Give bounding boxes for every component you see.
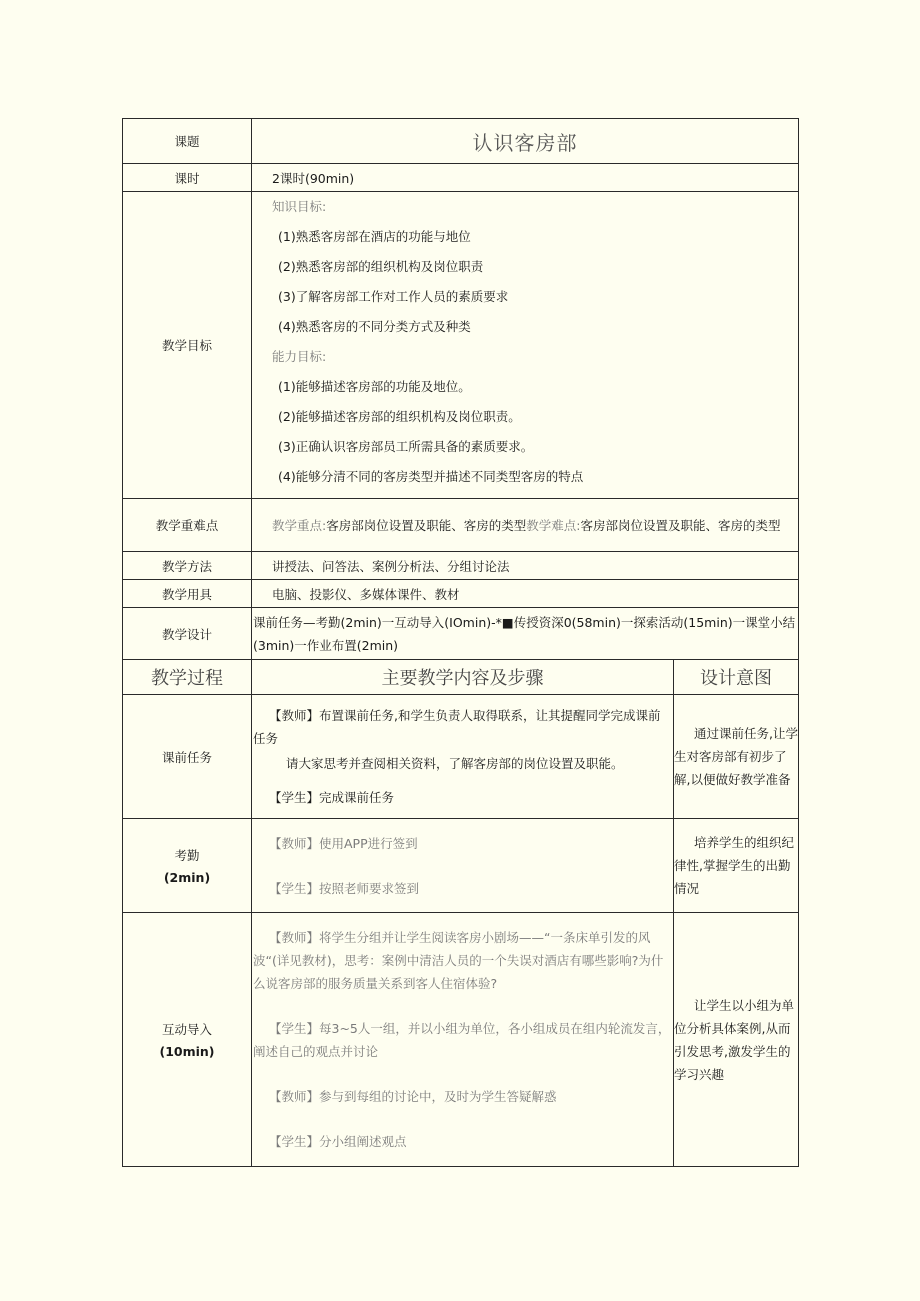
- topic-label: 课题: [123, 119, 252, 164]
- ability-goal-item: (1)能够描述客房部的功能及地位。: [278, 379, 471, 394]
- stage-line: 【教师】参与到每组的讨论中，及时为学生答疑解惑: [269, 1089, 557, 1104]
- difficulty-text: 客房部岗位设置及职能、客房的类型: [580, 517, 781, 533]
- stage-name: 考勤: [174, 848, 200, 863]
- stage-intent: [674, 819, 799, 913]
- stage-intent: [674, 695, 799, 819]
- stage-time: (2min): [163, 870, 211, 885]
- knowledge-goal-item: (2)熟悉客房部的组织机构及岗位职责: [278, 259, 484, 274]
- tools-label: 教学用具: [123, 580, 252, 608]
- focus-text: 客房部岗位设置及职能、客房的类型: [326, 517, 527, 533]
- ability-goal-item: (2)能够描述客房部的组织机构及岗位职责。: [278, 409, 521, 424]
- stage-intent-text: 培养学生的组织纪律性,掌握学生的出勤情况: [674, 835, 795, 896]
- stage-row-intro: [123, 913, 799, 1167]
- row-topic: [123, 119, 799, 164]
- row-tools: [123, 580, 799, 608]
- objectives-cell: [252, 192, 799, 499]
- stage-row-pre-class: [123, 695, 799, 819]
- knowledge-goal-item: (4)熟悉客房的不同分类方式及种类: [278, 319, 471, 334]
- focus-label: 教学重点:: [272, 517, 327, 533]
- stage-row-attendance: [123, 819, 799, 913]
- row-objectives: [123, 192, 799, 499]
- key-points-value: [252, 499, 799, 552]
- stage-line: 【学生】按照老师要求签到: [269, 880, 420, 896]
- topic-title: 认识客房部: [252, 119, 799, 164]
- knowledge-goal-item: (1)熟悉客房部在酒店的功能与地位: [278, 229, 471, 244]
- design-label: 教学设计: [123, 608, 252, 660]
- hours-value: 2课时(90min): [252, 164, 799, 192]
- stage-intent-text: 通过课前任务,让学生对客房部有初步了解,以便做好教学准备: [674, 726, 798, 787]
- intent-header: 设计意图: [674, 660, 799, 695]
- lesson-plan-table: [122, 118, 799, 1167]
- stage-time: (10min): [159, 1044, 215, 1059]
- stage-content: [252, 913, 674, 1167]
- stage-intent: [674, 913, 799, 1167]
- content-header: 主要教学内容及步骤: [252, 660, 674, 695]
- stage-intent-text: 让学生以小组为单位分析具体案例,从而引发思考,激发学生的学习兴趣: [674, 997, 795, 1082]
- difficulty-label: 教学难点:: [526, 517, 581, 533]
- row-hours: [123, 164, 799, 192]
- process-header: 教学过程: [123, 660, 252, 695]
- row-key-points: [123, 499, 799, 552]
- ability-goal-item: (3)正确认识客房部员工所需具备的素质要求。: [278, 439, 534, 454]
- stage-name: 互动导入: [161, 1022, 212, 1037]
- methods-label: 教学方法: [123, 552, 252, 580]
- stage-name: 课前任务: [123, 695, 252, 819]
- stage-content: [252, 695, 674, 819]
- stage-line: 请大家思考并查阅相关资料，了解客房部的岗位设置及职能。: [286, 756, 624, 771]
- ability-goals-heading: 能力目标:: [272, 349, 327, 364]
- stage-name-cell: [123, 913, 252, 1167]
- design-value: 课前任务—考勤(2min)一互动导入(IOmin)-*■传授资深0(58min)一探索活动(15min)一课堂小结(3min)一作业布置(2min): [252, 608, 799, 660]
- stage-line: 【教师】将学生分组并让学生阅读客房小剧场——“一条床单引发的风波“(详见教材)，思考：案例中清洁人员的一个失误对酒店有哪些影响?为什么说客房部的服务质量关系到客人住宿体验?: [253, 930, 664, 991]
- row-methods: [123, 552, 799, 580]
- tools-value: 电脑、投影仪、多媒体课件、教材: [252, 580, 799, 608]
- stage-line: 【教师】布置课前任务,和学生负责人取得联系，让其提醒同学完成课前任务: [253, 708, 661, 746]
- process-header-row: [123, 660, 799, 695]
- stage-line: 【教师】使用APP进行签到: [269, 835, 418, 851]
- stage-line: 【学生】每3~5人一组，并以小组为单位，各小组成员在组内轮流发言，阐述自己的观点并讨论: [253, 1021, 671, 1059]
- stage-line: 【学生】分小组阐述观点: [269, 1134, 407, 1149]
- knowledge-goals-heading: 知识目标:: [272, 199, 327, 214]
- row-design: [123, 608, 799, 660]
- knowledge-goal-item: (3)了解客房部工作对工作人员的素质要求: [278, 289, 509, 304]
- hours-label: 课时: [123, 164, 252, 192]
- key-points-label: 教学重难点: [123, 499, 252, 552]
- objectives-label: 教学目标: [123, 192, 252, 499]
- stage-line: 【学生】完成课前任务: [269, 790, 395, 805]
- stage-content: [252, 819, 674, 913]
- stage-name-cell: [123, 819, 252, 913]
- methods-value: 讲授法、问答法、案例分析法、分组讨论法: [252, 552, 799, 580]
- ability-goal-item: (4)能够分清不同的客房类型并描述不同类型客房的特点: [278, 469, 584, 484]
